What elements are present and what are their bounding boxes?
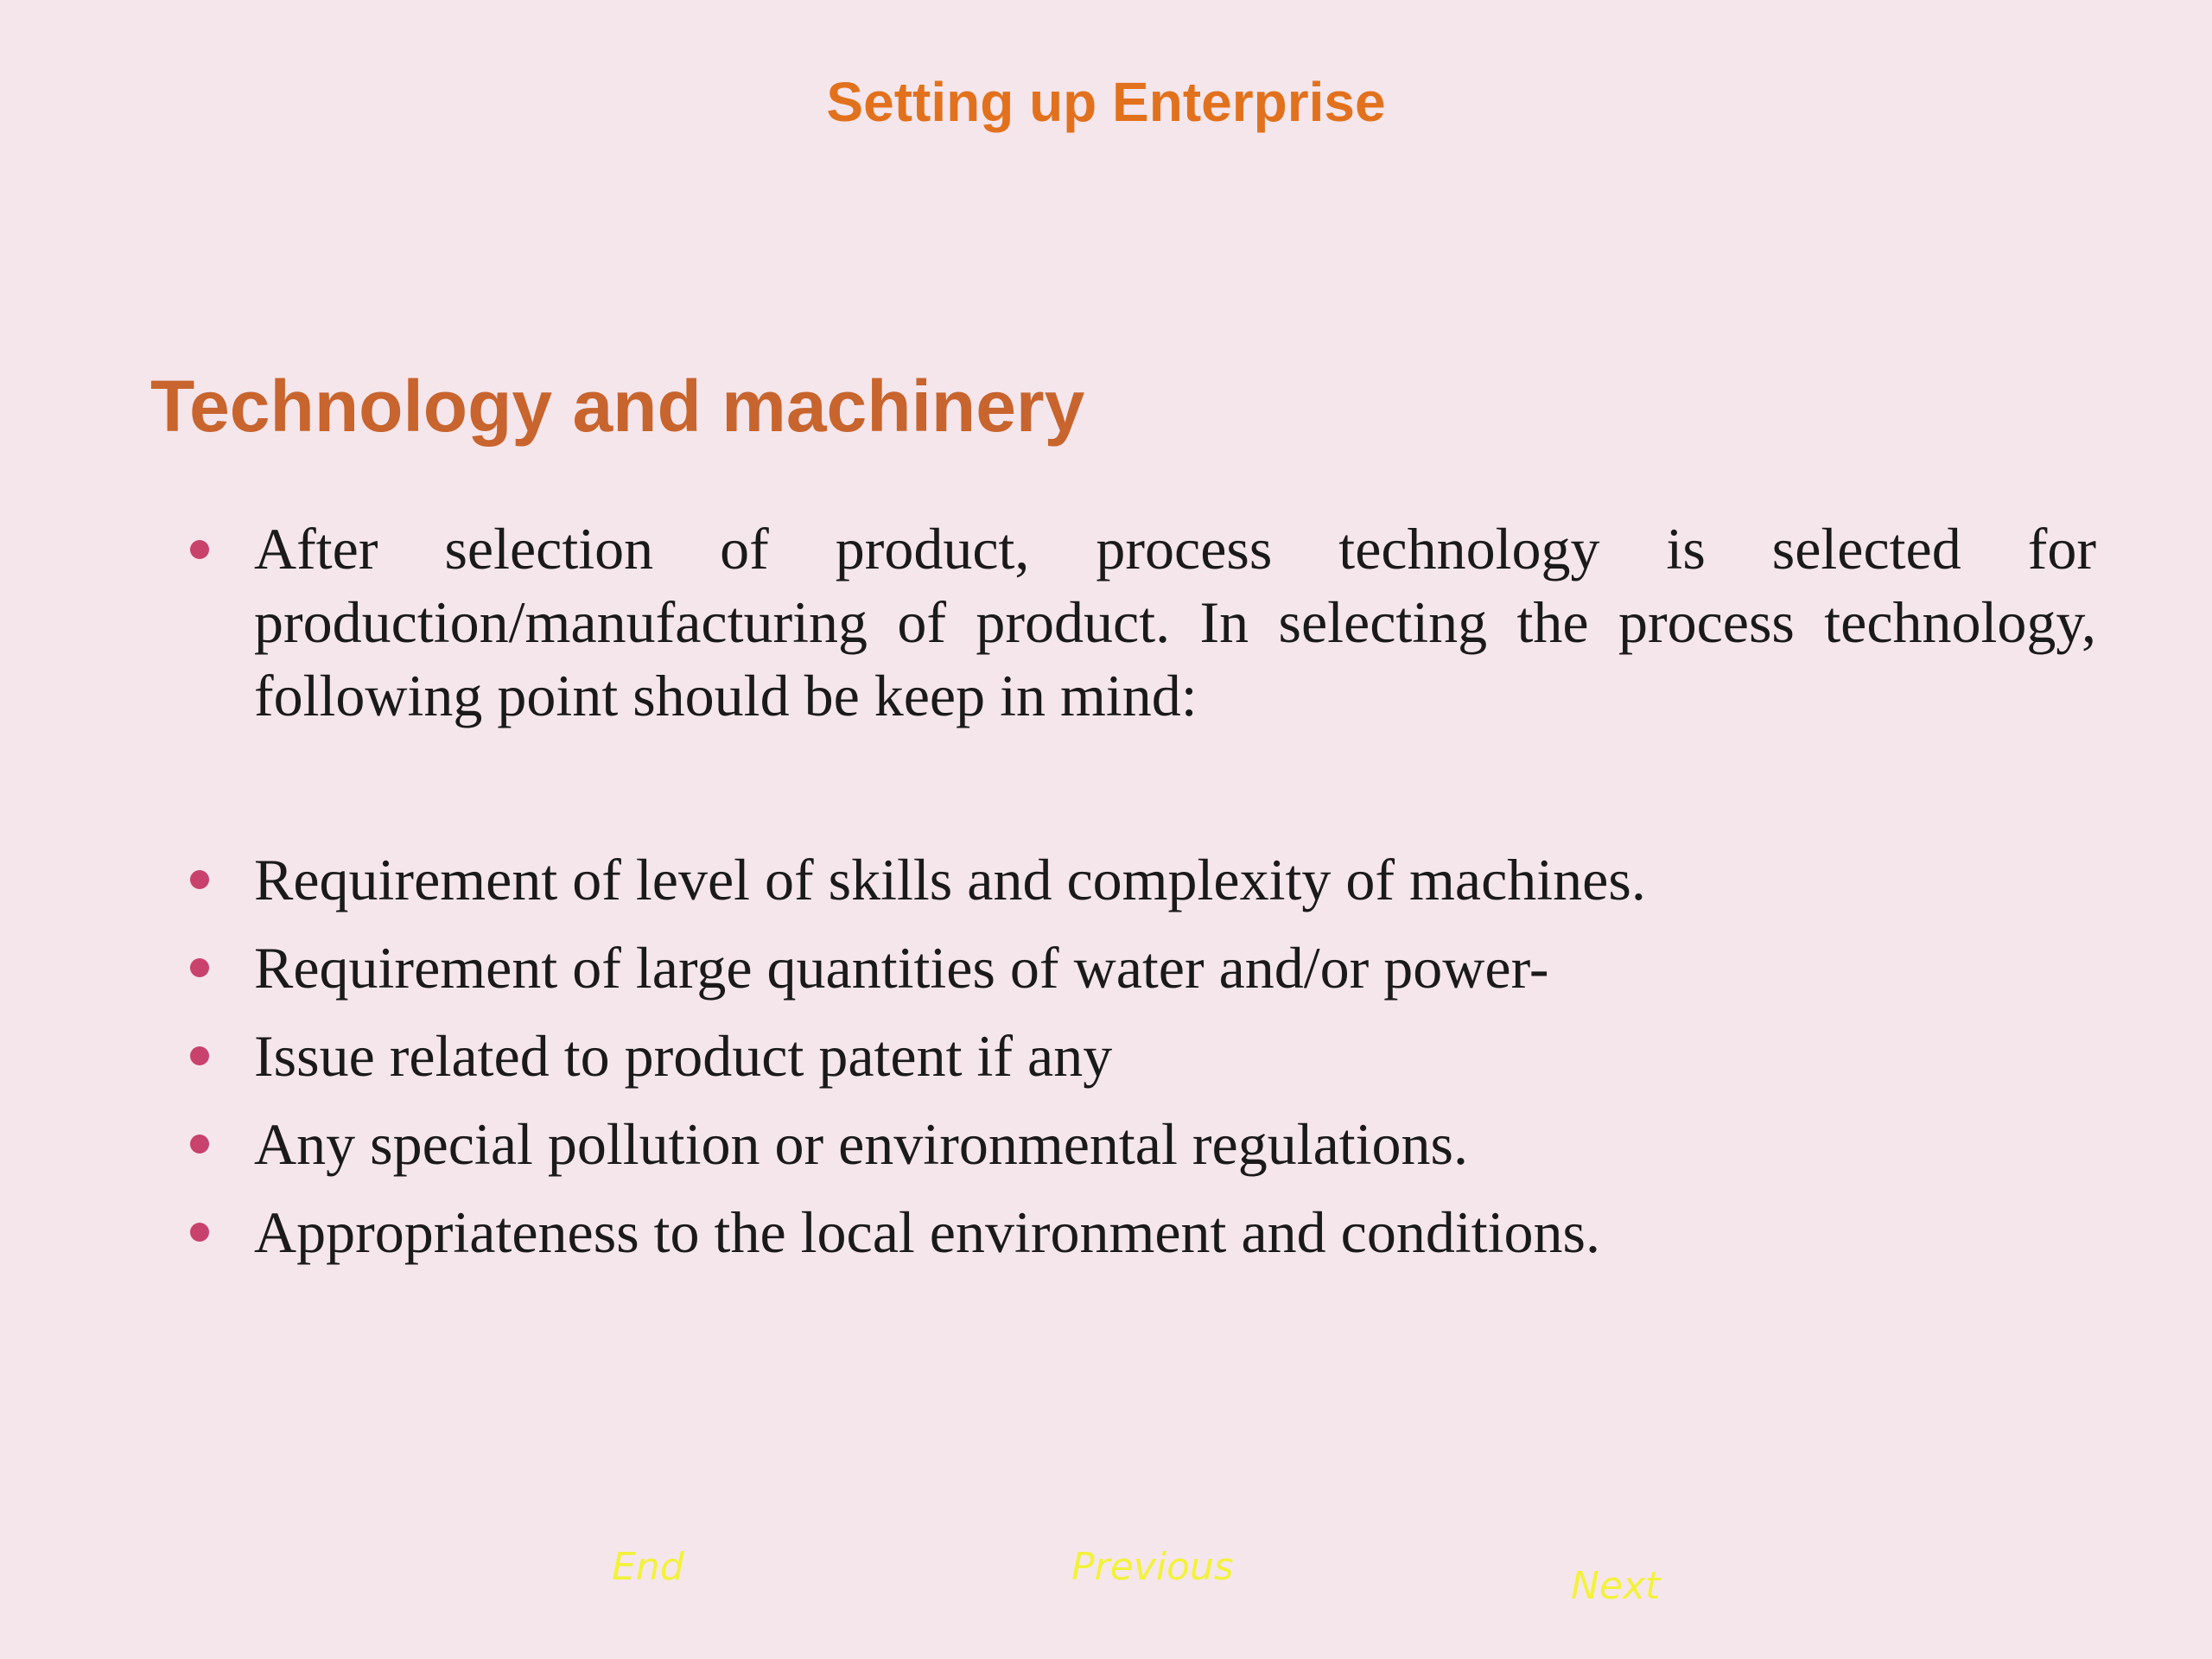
list-item-text: Appropriateness to the local environment and conditions. bbox=[254, 1199, 1600, 1265]
list-item bbox=[190, 1188, 2096, 1276]
end-link[interactable]: End bbox=[612, 1545, 684, 1589]
slide-header: Setting up Enterprise bbox=[826, 71, 1386, 133]
bullet-icon bbox=[190, 958, 209, 977]
bullet-icon bbox=[190, 1046, 209, 1065]
list-item-text: Issue related to product patent if any bbox=[254, 1023, 1113, 1089]
previous-link[interactable]: Previous bbox=[1071, 1545, 1234, 1589]
list-item-text: Requirement of large quantities of water and/or power- bbox=[254, 935, 1549, 1001]
list-item bbox=[190, 836, 2096, 924]
list-item-text: Any special pollution or environmental regulations. bbox=[254, 1111, 1469, 1177]
list-item bbox=[190, 1100, 2096, 1188]
slide-title: Technology and machinery bbox=[150, 365, 1085, 447]
list-item bbox=[190, 924, 2096, 1012]
bullet-list bbox=[190, 836, 2096, 1276]
list-item-text: Requirement of level of skills and complexity of machines. bbox=[254, 847, 1646, 912]
bullet-icon bbox=[190, 540, 209, 559]
next-link[interactable]: Next bbox=[1571, 1564, 1661, 1608]
intro-paragraph bbox=[190, 512, 2096, 733]
list-item bbox=[190, 512, 2096, 733]
bullet-icon bbox=[190, 1135, 209, 1154]
bullet-icon bbox=[190, 870, 209, 889]
bullet-icon bbox=[190, 1223, 209, 1242]
intro-text: After selection of product, process technology is selected for production/manufacturing of product. In selecting the process technology, following point should be keep in mind: bbox=[254, 516, 2096, 728]
list-item bbox=[190, 1012, 2096, 1100]
